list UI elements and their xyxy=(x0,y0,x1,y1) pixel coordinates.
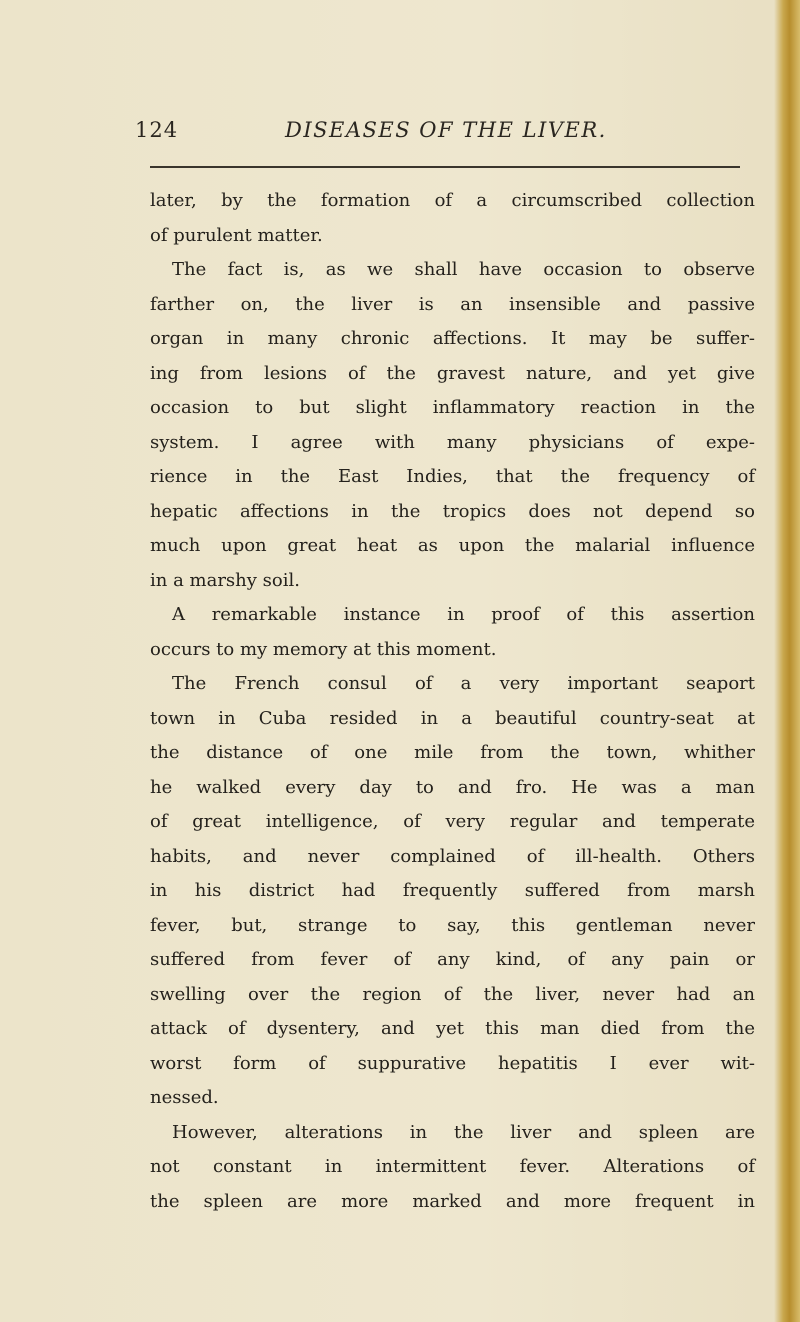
text-line: fever, but, strange to say, this gentleman never xyxy=(150,914,755,936)
text-line: of great intelligence, of very regular and temperate xyxy=(150,811,755,832)
text-line: attack of dysentery, and yet this man died from the xyxy=(150,1018,755,1039)
header-rule xyxy=(150,166,740,168)
text-line: occurs to my memory at this moment. xyxy=(150,638,497,660)
page-number: 124 xyxy=(135,118,179,142)
page-edge xyxy=(774,0,800,1322)
text-line: farther on, the liver is an insensible and passive xyxy=(150,293,755,315)
text-line: A remarkable instance in proof of this assertion xyxy=(172,604,755,625)
text-line: rience in the East Indies, that the frequency of xyxy=(150,466,755,487)
text-line: in his district had frequently suffered from marsh xyxy=(150,880,755,901)
text-line: he walked every day to and fro. He was a man xyxy=(150,776,755,798)
text-line: The fact is, as we shall have occasion to observe xyxy=(172,259,755,280)
text-line: nessed. xyxy=(150,1087,219,1108)
text-line: not constant in intermittent fever. Alterations of xyxy=(150,1156,755,1177)
text-line: the distance of one mile from the town, whither xyxy=(150,742,755,763)
text-line: worst form of suppurative hepatitis I ever wit- xyxy=(150,1052,755,1074)
body-text xyxy=(150,184,755,1219)
text-line: town in Cuba resided in a beautiful country-seat at xyxy=(150,707,755,729)
text-line: later, by the formation of a circumscribed collection xyxy=(150,190,755,211)
text-line: swelling over the region of the liver, never had an xyxy=(150,983,755,1005)
text-line: habits, and never complained of ill-health. Others xyxy=(150,845,755,867)
text-line: suffered from fever of any kind, of any pain or xyxy=(150,949,755,970)
running-head xyxy=(135,118,675,150)
text-line: hepatic affections in the tropics does not depend so xyxy=(150,500,755,522)
text-line: much upon great heat as upon the malarial influence xyxy=(150,535,755,556)
text-line: occasion to but slight inflammatory reaction in the xyxy=(150,397,755,418)
text-line: in a marshy soil. xyxy=(150,569,300,591)
running-title: DISEASES OF THE LIVER. xyxy=(285,118,607,142)
text-line: the spleen are more marked and more frequent in xyxy=(150,1190,755,1212)
text-line: The French consul of a very important seaport xyxy=(172,673,755,694)
text-line: organ in many chronic affections. It may be suffer- xyxy=(150,328,755,349)
text-line: However, alterations in the liver and spleen are xyxy=(172,1121,755,1143)
text-line: of purulent matter. xyxy=(150,224,323,246)
text-line: system. I agree with many physicians of expe- xyxy=(150,431,755,453)
text-line: ing from lesions of the gravest nature, and yet give xyxy=(150,362,755,384)
